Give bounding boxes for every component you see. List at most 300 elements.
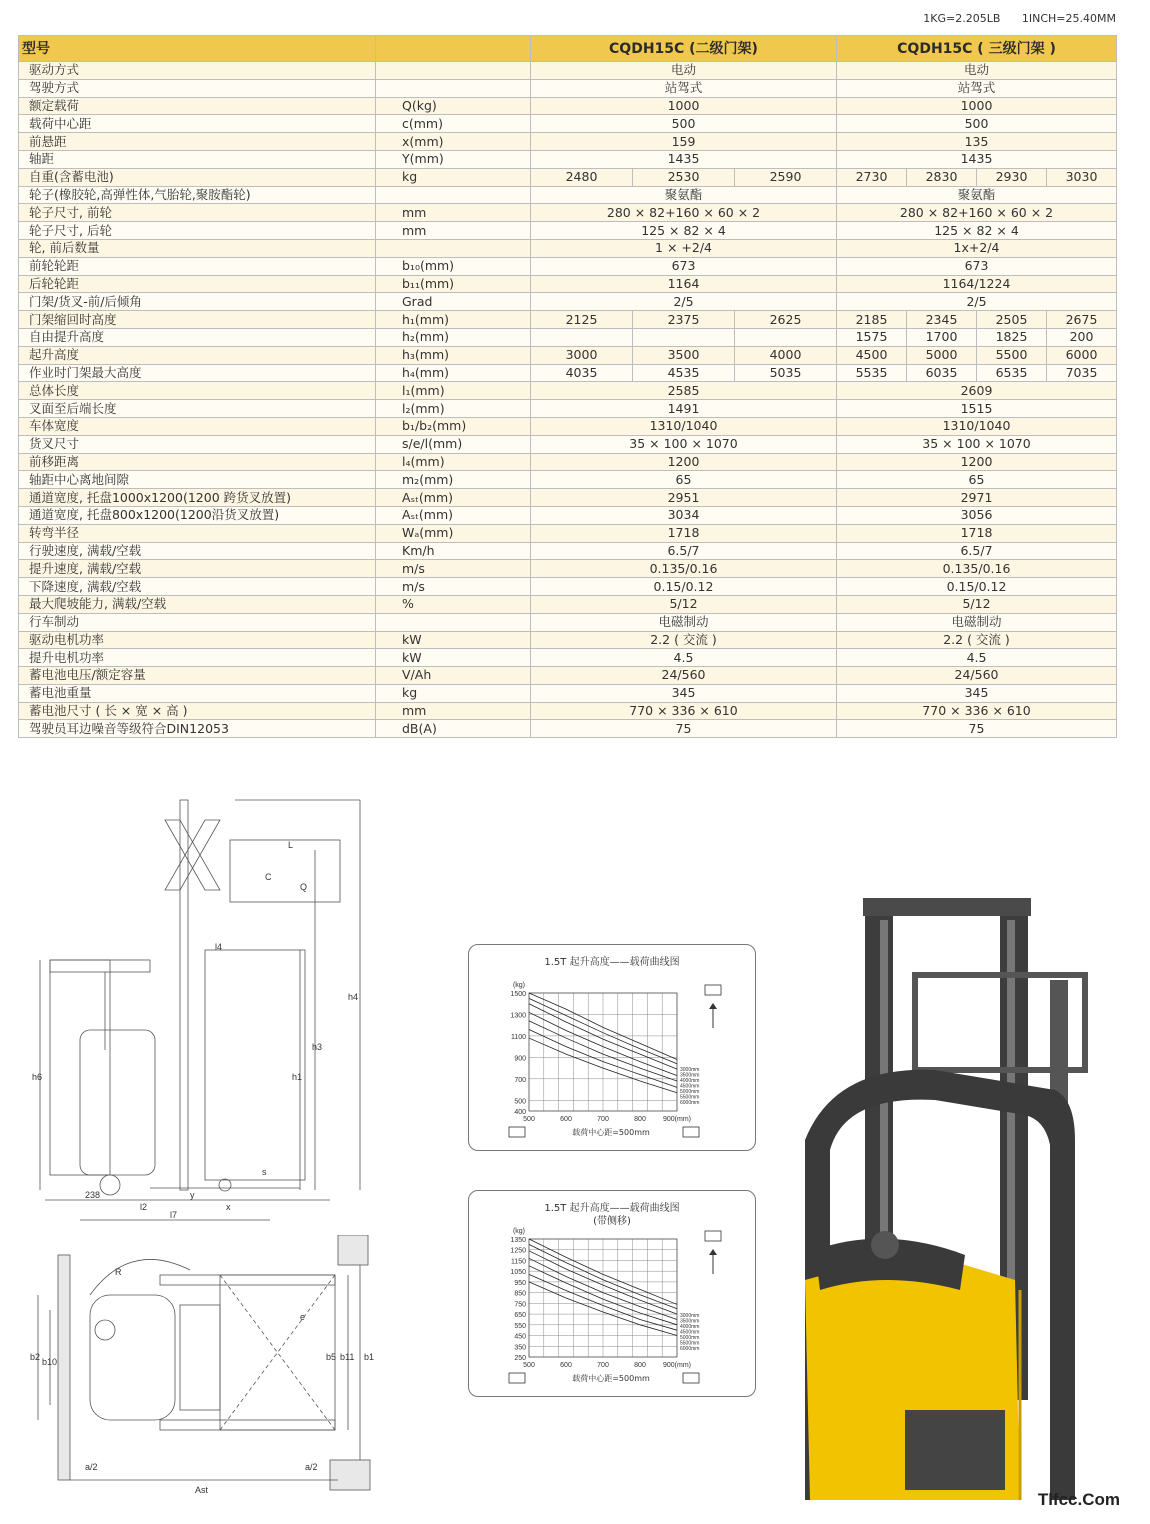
label-238: 238 — [85, 1190, 101, 1200]
label-Q: Q — [300, 882, 308, 892]
two-stage-value: 4.5 — [531, 649, 837, 667]
two-stage-value: 5035 — [735, 364, 837, 382]
table-row — [19, 97, 1117, 115]
table-row — [19, 293, 1117, 311]
y-axis-label: (kg) — [512, 982, 525, 989]
three-stage-value: 5535 — [837, 364, 907, 382]
table-row — [19, 578, 1117, 596]
two-stage-value: 聚氨酯 — [531, 186, 837, 204]
two-stage-value: 125 × 82 × 4 — [531, 222, 837, 240]
load-arm-2 — [165, 820, 220, 890]
label-x: x — [226, 1202, 231, 1212]
load-chart-1 — [469, 945, 755, 1150]
table-row — [19, 364, 1117, 382]
drive-wheel — [100, 1175, 120, 1195]
pallet-icon — [705, 1231, 721, 1241]
spec-name: 载荷中心距 — [19, 115, 376, 133]
spec-name: 前轮轮距 — [19, 257, 376, 275]
three-stage-value: 125 × 82 × 4 — [837, 222, 1117, 240]
two-stage-value: 1310/1040 — [531, 417, 837, 435]
x-tick-label: 500 — [523, 1116, 535, 1123]
y-axis-label: (kg) — [512, 1228, 525, 1235]
label-b11: b11 — [340, 1352, 355, 1362]
three-stage-value: 2609 — [837, 382, 1117, 400]
two-stage-value: 2585 — [531, 382, 837, 400]
label-h3: h3 — [312, 1042, 323, 1052]
two-stage-value: 500 — [531, 115, 837, 133]
table-row — [19, 613, 1117, 631]
spec-unit — [376, 186, 531, 204]
spec-name: 起升高度 — [19, 346, 376, 364]
spec-unit: b₁/b₂(mm) — [376, 417, 531, 435]
spec-name: 轮子(橡胶轮,高弹性体,气胎轮,聚胺酯轮) — [19, 186, 376, 204]
two-stage-value: 1 × +2/4 — [531, 239, 837, 257]
label-h1: h1 — [292, 1072, 303, 1082]
spec-name: 叉面至后端长度 — [19, 400, 376, 418]
table-row — [19, 257, 1117, 275]
y-tick-label: 500 — [514, 1098, 526, 1106]
two-stage-value: 75 — [531, 720, 837, 738]
two-stage-value: 1164 — [531, 275, 837, 293]
table-row — [19, 150, 1117, 168]
spec-name: 蓄电池电压/额定容量 — [19, 667, 376, 685]
pallet-icon — [509, 1373, 525, 1383]
x-tick-label: 700 — [597, 1362, 609, 1369]
spec-name: 总体长度 — [19, 382, 376, 400]
steering-knob — [871, 1231, 899, 1259]
two-stage-value — [633, 328, 735, 346]
reach-frame — [205, 950, 305, 1180]
two-stage-value: 1435 — [531, 150, 837, 168]
lower-leg — [160, 1420, 335, 1430]
two-stage-value: 3000 — [531, 346, 633, 364]
table-row — [19, 115, 1117, 133]
spec-unit: h₁(mm) — [376, 311, 531, 329]
three-stage-value: 673 — [837, 257, 1117, 275]
spec-unit: kg — [376, 684, 531, 702]
arrow-head-icon — [709, 1249, 717, 1255]
three-stage-value: 7035 — [1047, 364, 1117, 382]
table-row — [19, 453, 1117, 471]
spec-name: 转弯半径 — [19, 524, 376, 542]
spec-name: 提升速度, 满载/空载 — [19, 560, 376, 578]
two-stage-value: 1000 — [531, 97, 837, 115]
two-stage-value: 1200 — [531, 453, 837, 471]
spec-unit: l₄(mm) — [376, 453, 531, 471]
spec-name: 蓄电池尺寸 ( 长 × 宽 × 高 ) — [19, 702, 376, 720]
pallet-icon — [705, 985, 721, 995]
two-stage-value: 2951 — [531, 489, 837, 507]
y-tick-label: 1250 — [510, 1247, 526, 1255]
label-l7: l7 — [170, 1210, 178, 1220]
table-row — [19, 133, 1117, 151]
spec-name: 门架缩回时高度 — [19, 311, 376, 329]
label-l2: l2 — [140, 1202, 148, 1212]
y-tick-label: 1500 — [510, 991, 526, 998]
y-tick-label: 950 — [514, 1279, 526, 1287]
y-tick-label: 1050 — [510, 1269, 526, 1277]
spec-name: 驾驶方式 — [19, 79, 376, 97]
spec-unit: Km/h — [376, 542, 531, 560]
three-stage-value: 3030 — [1047, 168, 1117, 186]
load-wheel — [219, 1179, 231, 1191]
spec-unit — [376, 239, 531, 257]
three-stage-value: 1164/1224 — [837, 275, 1117, 293]
spec-unit: kW — [376, 631, 531, 649]
forklift-illustration — [775, 890, 1120, 1500]
three-stage-value: 1700 — [907, 328, 977, 346]
two-stage-value: 345 — [531, 684, 837, 702]
table-body — [19, 62, 1117, 738]
two-stage-value: 4035 — [531, 364, 633, 382]
spec-name: 提升电机功率 — [19, 649, 376, 667]
spec-name: 额定载荷 — [19, 97, 376, 115]
spec-unit: Grad — [376, 293, 531, 311]
y-tick-label: 550 — [514, 1322, 526, 1330]
spec-unit: h₂(mm) — [376, 328, 531, 346]
load-chart-box-1 — [468, 944, 756, 1151]
y-tick-label: 700 — [514, 1076, 526, 1084]
kg-conversion: 1KG=2.205LB — [923, 12, 1001, 25]
three-stage-value: 2.2 ( 交流 ) — [837, 631, 1117, 649]
label-a2-right: a/2 — [305, 1462, 318, 1472]
operator-compartment — [80, 1030, 155, 1175]
label-h4: h4 — [348, 992, 359, 1002]
x-tick-label: 700 — [597, 1116, 609, 1123]
series-label: 6000mm — [680, 1346, 700, 1352]
three-stage-value: 1718 — [837, 524, 1117, 542]
three-stage-value: 6535 — [977, 364, 1047, 382]
chart-subtitle: (带侧移) — [593, 1216, 631, 1227]
three-stage-value: 770 × 336 × 610 — [837, 702, 1117, 720]
spec-unit: b₁₁(mm) — [376, 275, 531, 293]
two-stage-value: 35 × 100 × 1070 — [531, 435, 837, 453]
spec-unit: % — [376, 595, 531, 613]
spec-unit — [376, 79, 531, 97]
three-stage-value: 5000 — [907, 346, 977, 364]
spec-unit: x(mm) — [376, 133, 531, 151]
spec-name: 行车制动 — [19, 613, 376, 631]
two-stage-value: 1718 — [531, 524, 837, 542]
table-row — [19, 204, 1117, 222]
three-stage-value: 6.5/7 — [837, 542, 1117, 560]
x-tick-label: 900(mm) — [662, 1116, 692, 1123]
y-tick-label: 1100 — [510, 1033, 526, 1041]
spec-name: 行驶速度, 满载/空载 — [19, 542, 376, 560]
two-stage-value: 280 × 82+160 × 60 × 2 — [531, 204, 837, 222]
three-stage-value: 1310/1040 — [837, 417, 1117, 435]
pallet-icon — [683, 1373, 699, 1383]
table-row — [19, 649, 1117, 667]
spec-unit: mm — [376, 222, 531, 240]
spec-name: 车体宽度 — [19, 417, 376, 435]
table-row — [19, 595, 1117, 613]
two-stage-value: 6.5/7 — [531, 542, 837, 560]
y-tick-label: 750 — [514, 1301, 526, 1309]
series-label: 5000mm — [680, 1089, 700, 1095]
inch-conversion: 1INCH=25.40MM — [1021, 12, 1116, 25]
series-label: 4500mm — [680, 1329, 700, 1336]
spec-name: 轮子尺寸, 前轮 — [19, 204, 376, 222]
chart-title: 1.5T 起升高度——载荷曲线图 — [544, 957, 680, 968]
spec-unit: b₁₀(mm) — [376, 257, 531, 275]
upper-leg — [160, 1275, 335, 1285]
spec-unit: l₁(mm) — [376, 382, 531, 400]
spec-unit: s/e/l(mm) — [376, 435, 531, 453]
spec-unit: V/Ah — [376, 667, 531, 685]
spec-name: 驱动方式 — [19, 62, 376, 80]
spec-name: 前移距离 — [19, 453, 376, 471]
spec-name: 蓄电池重量 — [19, 684, 376, 702]
header-model: 型号 — [19, 36, 376, 62]
series-label: 3000mm — [680, 1067, 700, 1073]
three-stage-value: 6035 — [907, 364, 977, 382]
table-header-row — [19, 36, 1117, 62]
three-stage-value: 2930 — [977, 168, 1047, 186]
spec-name: 通道宽度, 托盘800x1200(1200沿货叉放置) — [19, 506, 376, 524]
table-row — [19, 542, 1117, 560]
series-label: 3500mm — [680, 1072, 700, 1079]
two-stage-value: 1491 — [531, 400, 837, 418]
chart-title: 1.5T 起升高度——载荷曲线图 — [544, 1203, 680, 1214]
y-tick-label: 250 — [514, 1355, 526, 1362]
table-row — [19, 471, 1117, 489]
three-stage-value: 1000 — [837, 97, 1117, 115]
two-stage-value: 3034 — [531, 506, 837, 524]
three-stage-value: 24/560 — [837, 667, 1117, 685]
spec-name: 轴距 — [19, 150, 376, 168]
load-chart-2 — [469, 1191, 755, 1396]
spec-name: 门架/货叉-前/后倾角 — [19, 293, 376, 311]
load-arm — [165, 820, 220, 890]
label-y: y — [190, 1190, 195, 1200]
series-label: 3500mm — [680, 1318, 700, 1325]
spec-unit — [376, 62, 531, 80]
bottom-wall — [330, 1460, 370, 1490]
spec-name: 轴距中心离地间隙 — [19, 471, 376, 489]
three-stage-value: 1515 — [837, 400, 1117, 418]
label-R: R — [115, 1267, 122, 1277]
label-e: e — [300, 1312, 306, 1322]
three-stage-value: 2185 — [837, 311, 907, 329]
spec-unit: Wₐ(mm) — [376, 524, 531, 542]
table-row — [19, 79, 1117, 97]
series-label: 5500mm — [680, 1340, 700, 1347]
table-row — [19, 346, 1117, 364]
spec-name: 自由提升高度 — [19, 328, 376, 346]
side-view-drawing — [30, 790, 390, 1230]
table-row — [19, 62, 1117, 80]
table-row — [19, 667, 1117, 685]
series-label: 5500mm — [680, 1094, 700, 1101]
series-label: 4000mm — [680, 1078, 700, 1084]
overhead-guard — [50, 960, 150, 972]
spec-table — [18, 35, 1117, 738]
table-row — [19, 275, 1117, 293]
y-tick-label: 650 — [514, 1312, 526, 1320]
y-tick-label: 1350 — [510, 1237, 526, 1244]
mast-top — [863, 898, 1031, 916]
spec-unit: h₃(mm) — [376, 346, 531, 364]
y-tick-label: 900 — [514, 1055, 526, 1063]
three-stage-value: 1435 — [837, 150, 1117, 168]
two-stage-value: 4000 — [735, 346, 837, 364]
spec-unit: h₄(mm) — [376, 364, 531, 382]
two-stage-value: 65 — [531, 471, 837, 489]
x-tick-label: 800 — [634, 1362, 646, 1369]
spec-name: 通道宽度, 托盘1000x1200(1200 跨货叉放置) — [19, 489, 376, 507]
table-row — [19, 328, 1117, 346]
two-stage-value: 2.2 ( 交流 ) — [531, 631, 837, 649]
label-b1: b1 — [364, 1352, 375, 1362]
three-stage-value: 35 × 100 × 1070 — [837, 435, 1117, 453]
series-label: 3000mm — [680, 1313, 700, 1319]
three-stage-value: 1825 — [977, 328, 1047, 346]
label-C: C — [265, 872, 272, 882]
x-tick-label: 600 — [560, 1362, 572, 1369]
three-stage-value: 2971 — [837, 489, 1117, 507]
two-stage-value: 2/5 — [531, 293, 837, 311]
table-row — [19, 417, 1117, 435]
pallet-icon — [683, 1127, 699, 1137]
steering-wheel — [95, 1320, 115, 1340]
table-row — [19, 489, 1117, 507]
two-stage-value: 673 — [531, 257, 837, 275]
table-row — [19, 186, 1117, 204]
spec-name: 最大爬坡能力, 满载/空载 — [19, 595, 376, 613]
three-stage-value: 5/12 — [837, 595, 1117, 613]
three-stage-value: 电动 — [837, 62, 1117, 80]
two-stage-value: 电动 — [531, 62, 837, 80]
spec-name: 驱动电机功率 — [19, 631, 376, 649]
turning-arc — [90, 1259, 190, 1295]
table-row — [19, 435, 1117, 453]
label-b5: b5 — [326, 1352, 337, 1362]
label-s: s — [262, 1167, 267, 1177]
spec-unit: c(mm) — [376, 115, 531, 133]
spec-name: 轮子尺寸, 后轮 — [19, 222, 376, 240]
spec-unit: Aₛₜ(mm) — [376, 506, 531, 524]
spec-unit: m₂(mm) — [376, 471, 531, 489]
spec-unit: Aₛₜ(mm) — [376, 489, 531, 507]
three-stage-value: 280 × 82+160 × 60 × 2 — [837, 204, 1117, 222]
label-h6: h6 — [32, 1072, 43, 1082]
table-row — [19, 400, 1117, 418]
two-stage-value: 2625 — [735, 311, 837, 329]
two-stage-value: 2375 — [633, 311, 735, 329]
two-stage-value: 2530 — [633, 168, 735, 186]
table-row — [19, 506, 1117, 524]
two-stage-value: 0.135/0.16 — [531, 560, 837, 578]
two-stage-value: 4535 — [633, 364, 735, 382]
table-row — [19, 222, 1117, 240]
spec-unit: m/s — [376, 578, 531, 596]
y-tick-label: 1300 — [510, 1012, 526, 1020]
table-row — [19, 524, 1117, 542]
series-label: 5000mm — [680, 1335, 700, 1341]
three-stage-value: 0.135/0.16 — [837, 560, 1117, 578]
two-stage-value: 电磁制动 — [531, 613, 837, 631]
three-stage-value: 345 — [837, 684, 1117, 702]
x-tick-label: 600 — [560, 1116, 572, 1123]
truck-body — [90, 1295, 175, 1420]
right-wall — [338, 1235, 368, 1265]
three-stage-value: 2345 — [907, 311, 977, 329]
spec-unit: Q(kg) — [376, 97, 531, 115]
two-stage-value: 2125 — [531, 311, 633, 329]
label-ast: Ast — [195, 1485, 209, 1495]
two-stage-value: 24/560 — [531, 667, 837, 685]
table-row — [19, 168, 1117, 186]
x-axis-label: 载荷中心距=500mm — [572, 1128, 650, 1137]
spec-name: 货叉尺寸 — [19, 435, 376, 453]
spec-name: 下降速度, 满载/空载 — [19, 578, 376, 596]
label-b2: b2 — [30, 1352, 41, 1362]
table-row — [19, 720, 1117, 738]
three-stage-value: 3056 — [837, 506, 1117, 524]
table-row — [19, 631, 1117, 649]
table-row — [19, 239, 1117, 257]
spec-unit: kW — [376, 649, 531, 667]
table-row — [19, 311, 1117, 329]
spec-name: 驾驶员耳边噪音等级符合DIN12053 — [19, 720, 376, 738]
table-row — [19, 702, 1117, 720]
fork-carriage — [230, 840, 340, 902]
spec-unit: mm — [376, 702, 531, 720]
series-label: 4000mm — [680, 1324, 700, 1330]
label-b10: b10 — [42, 1357, 58, 1367]
three-stage-value: 站驾式 — [837, 79, 1117, 97]
header-two-stage: CQDH15C (二级门架) — [531, 36, 837, 62]
three-stage-value: 500 — [837, 115, 1117, 133]
three-stage-value: 1575 — [837, 328, 907, 346]
load-chart-box-2 — [468, 1190, 756, 1397]
three-stage-value: 135 — [837, 133, 1117, 151]
spec-unit: l₂(mm) — [376, 400, 531, 418]
arrow-head-icon — [709, 1003, 717, 1009]
three-stage-value: 聚氨酯 — [837, 186, 1117, 204]
two-stage-value: 159 — [531, 133, 837, 151]
header-three-stage: CQDH15C ( 三级门架 ) — [837, 36, 1117, 62]
x-tick-label: 500 — [523, 1362, 535, 1369]
two-stage-value: 站驾式 — [531, 79, 837, 97]
two-stage-value: 2480 — [531, 168, 633, 186]
unit-conversion-note — [905, 12, 1116, 25]
table-row — [19, 684, 1117, 702]
y-tick-label: 450 — [514, 1333, 526, 1341]
spec-unit: Y(mm) — [376, 150, 531, 168]
y-tick-label: 400 — [514, 1109, 526, 1116]
three-stage-value: 1x+2/4 — [837, 239, 1117, 257]
spec-name: 前悬距 — [19, 133, 376, 151]
two-stage-value: 0.15/0.12 — [531, 578, 837, 596]
spec-unit: m/s — [376, 560, 531, 578]
three-stage-value: 2730 — [837, 168, 907, 186]
spec-name: 自重(含蓄电池) — [19, 168, 376, 186]
three-stage-value: 4.5 — [837, 649, 1117, 667]
two-stage-value: 2590 — [735, 168, 837, 186]
three-stage-value: 2830 — [907, 168, 977, 186]
header-unit — [376, 36, 531, 62]
left-wall — [58, 1255, 70, 1480]
series-label: 6000mm — [680, 1100, 700, 1106]
two-stage-value — [531, 328, 633, 346]
two-stage-value: 5/12 — [531, 595, 837, 613]
top-view-drawing — [30, 1235, 390, 1500]
three-stage-value: 1200 — [837, 453, 1117, 471]
x-tick-label: 800 — [634, 1116, 646, 1123]
three-stage-value: 0.15/0.12 — [837, 578, 1117, 596]
